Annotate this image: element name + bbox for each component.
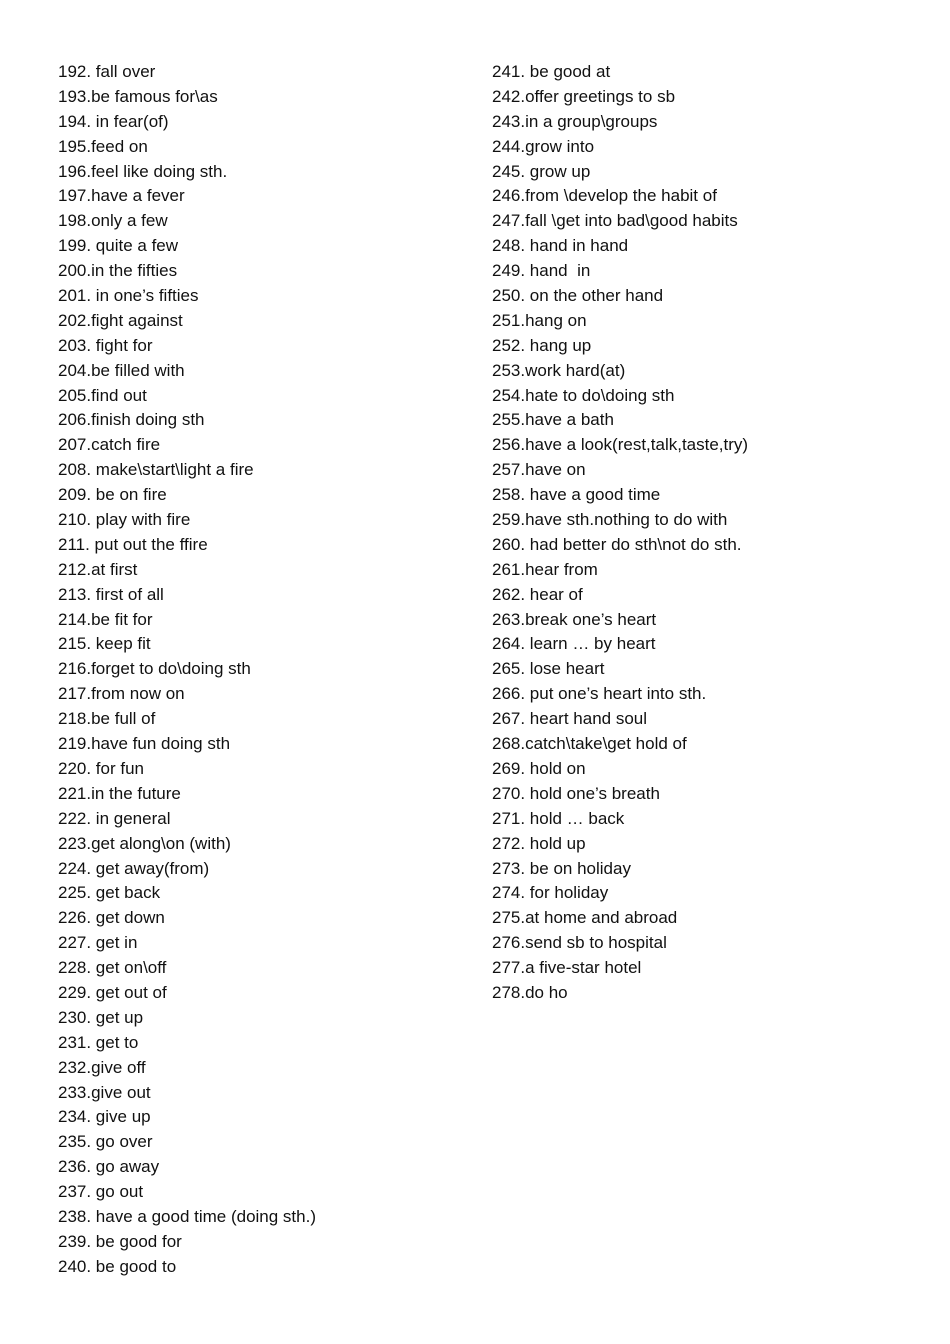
phrase-item: 275.at home and abroad [492, 908, 678, 928]
phrase-item: 242.offer greetings to sb [492, 86, 676, 106]
phrase-item: 250. on the other hand [492, 286, 664, 306]
phrase-item: 267. heart hand soul [492, 709, 648, 729]
phrase-item: 244.grow into [492, 136, 595, 156]
phrase-item: 195.feed on [58, 136, 148, 156]
phrase-item: 264. learn … by heart [492, 634, 656, 654]
phrase-item: 218.be full of [58, 709, 156, 729]
phrase-item: 221.in the future [58, 783, 181, 803]
phrase-item: 222. in general [58, 808, 171, 828]
phrase-item: 255.have a bath [492, 410, 614, 430]
phrase-item: 235. go over [58, 1132, 153, 1152]
phrase-item: 197.have a fever [58, 186, 185, 206]
phrase-item: 198.only a few [58, 211, 168, 231]
phrase-item: 262. hear of [492, 584, 583, 604]
phrase-item: 263.break one’s heart [492, 609, 657, 629]
phrase-item: 233.give out [58, 1082, 151, 1102]
phrase-item: 269. hold on [492, 758, 586, 778]
phrase-item: 253.work hard(at) [492, 360, 626, 380]
phrase-item: 192. fall over [58, 62, 156, 81]
phrase-item: 200.in the fifties [58, 261, 178, 281]
phrase-item: 259.have sth.nothing to do with [492, 510, 728, 530]
phrase-item: 241. be good at [492, 62, 611, 81]
phrase-item: 201. in one’s fifties [58, 286, 199, 306]
phrase-item: 278.do ho [492, 982, 568, 1002]
phrase-item: 214.be fit for [58, 609, 153, 629]
phrase-item: 229. get out of [58, 982, 167, 1002]
phrase-item: 251.hang on [492, 310, 587, 330]
phrase-item: 219.have fun doing sth [58, 734, 231, 754]
phrase-item: 261.hear from [492, 559, 598, 579]
phrase-item: 257.have on [492, 460, 586, 480]
phrase-item: 224. get away(from) [58, 858, 210, 878]
phrase-item: 215. keep fit [58, 634, 151, 654]
phrase-item: 248. hand in hand [492, 236, 629, 256]
phrase-item: 240. be good to [58, 1256, 177, 1276]
phrase-item: 213. first of all [58, 584, 164, 604]
phrase-item: 216.forget to do\doing sth [58, 659, 251, 679]
phrase-item: 211. put out the ffire [58, 534, 208, 554]
phrase-item: 194. in fear(of) [58, 111, 169, 131]
phrase-item: 239. be good for [58, 1231, 182, 1251]
phrase-item: 260. had better do sth\not do sth. [492, 534, 742, 554]
phrase-item: 220. for fun [58, 758, 145, 778]
phrase-item: 247.fall \get into bad\good habits [492, 211, 738, 231]
phrase-item: 202.fight against [58, 310, 183, 330]
phrase-list-left-column [58, 60, 468, 1280]
phrase-item: 193.be famous for\as [58, 86, 218, 106]
phrase-item: 196.feel like doing sth. [58, 161, 228, 181]
phrase-item: 217.from now on [58, 684, 185, 704]
phrase-item: 227. get in [58, 933, 138, 953]
phrase-item: 249. hand in [492, 261, 591, 281]
phrase-item: 207.catch fire [58, 435, 161, 455]
phrase-item: 245. grow up [492, 161, 591, 181]
phrase-item: 246.from \develop the habit of [492, 186, 717, 206]
phrase-item: 252. hang up [492, 335, 592, 355]
phrase-item: 205.find out [58, 385, 147, 405]
phrase-item: 208. make\start\light a fire [58, 460, 254, 480]
phrase-item: 273. be on holiday [492, 858, 631, 878]
phrase-item: 199. quite a few [58, 236, 179, 256]
phrase-item: 256.have a look(rest,talk,taste,try) [492, 435, 749, 455]
phrase-item: 225. get back [58, 883, 161, 903]
phrase-item: 271. hold … back [492, 808, 625, 828]
phrase-item: 226. get down [58, 908, 165, 928]
phrase-item: 237. go out [58, 1182, 144, 1202]
phrase-item: 254.hate to do\doing sth [492, 385, 675, 405]
phrase-item: 274. for holiday [492, 883, 609, 903]
phrase-item: 209. be on fire [58, 485, 167, 505]
phrase-item: 268.catch\take\get hold of [492, 734, 687, 754]
phrase-item: 228. get on\off [58, 958, 167, 978]
phrase-list-right-column [492, 60, 912, 1006]
phrase-item: 232.give off [58, 1057, 146, 1077]
phrase-item: 265. lose heart [492, 659, 605, 679]
phrase-item: 234. give up [58, 1107, 151, 1127]
phrase-item: 210. play with fire [58, 510, 191, 530]
phrase-item: 203. fight for [58, 335, 153, 355]
phrase-item: 236. go away [58, 1157, 160, 1177]
phrase-item: 258. have a good time [492, 485, 661, 505]
phrase-item: 204.be filled with [58, 360, 185, 380]
phrase-item: 272. hold up [492, 833, 586, 853]
phrase-item: 276.send sb to hospital [492, 933, 667, 953]
phrase-item: 277.a five-star hotel [492, 958, 642, 978]
phrase-item: 230. get up [58, 1007, 144, 1027]
phrase-item: 223.get along\on (with) [58, 833, 231, 853]
phrase-item: 231. get to [58, 1032, 139, 1052]
phrase-item: 212.at first [58, 559, 138, 579]
phrase-item: 206.finish doing sth [58, 410, 205, 430]
phrase-item: 238. have a good time (doing sth.) [58, 1206, 316, 1226]
phrase-item: 270. hold one’s breath [492, 783, 660, 803]
phrase-item: 266. put one’s heart into sth. [492, 684, 707, 704]
phrase-item: 243.in a group\groups [492, 111, 658, 131]
